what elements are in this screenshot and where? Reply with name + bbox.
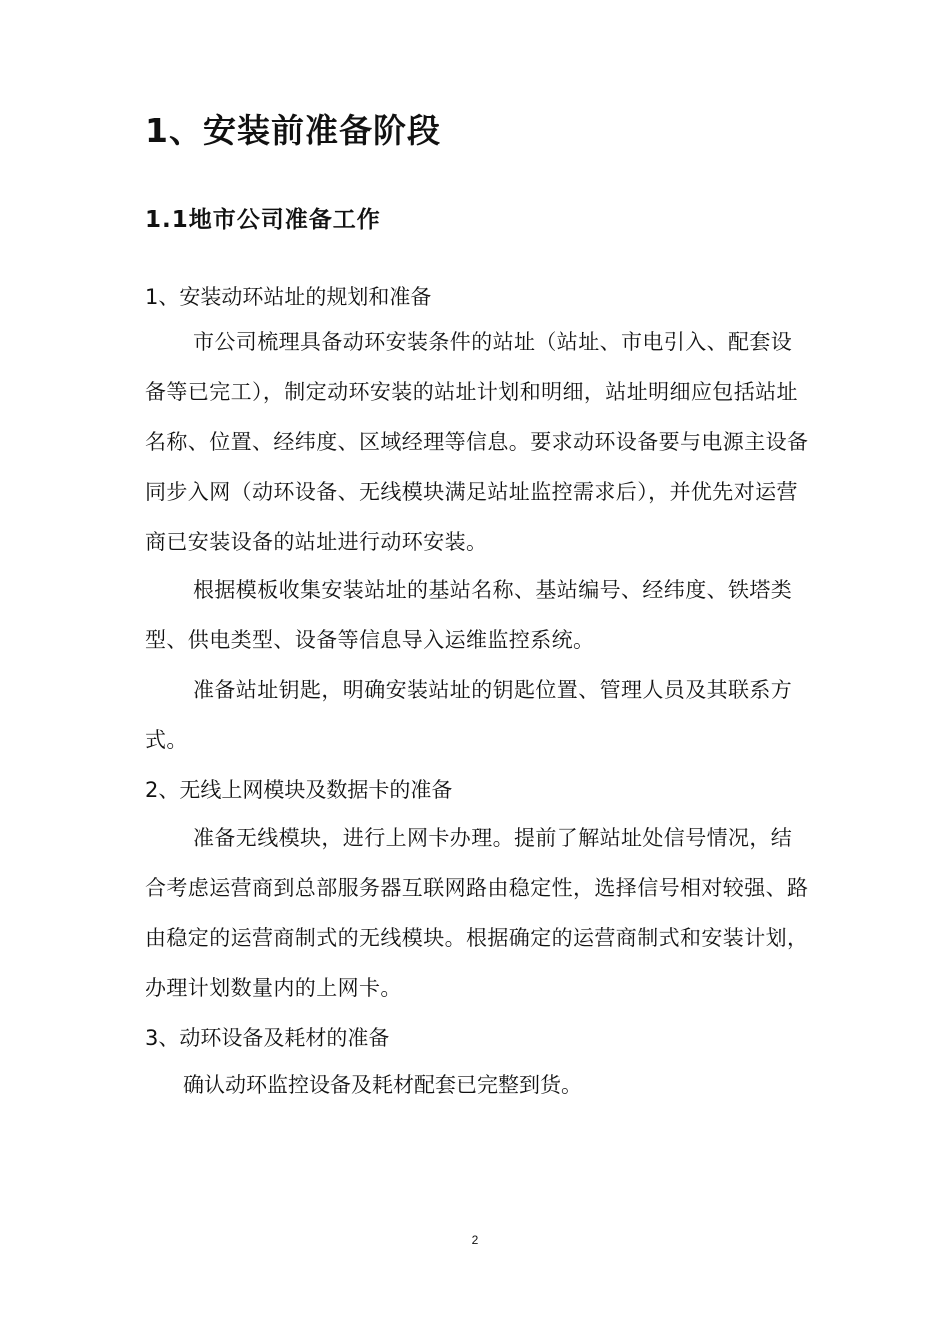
- item-1-paragraph-2: 根据模板收集安装站址的基站名称、基站编号、经纬度、铁塔类型、供电类型、设备等信息导入运维监控系统。: [145, 578, 793, 652]
- item-2-heading: 2、无线上网模块及数据卡的准备: [145, 778, 453, 802]
- section-title: 1.1地市公司准备工作: [145, 207, 381, 233]
- item-3-paragraph-1: 确认动环监控设备及耗材配套已完整到货。: [183, 1073, 582, 1097]
- item-1-paragraph-3: 准备站址钥匙，明确安装站址的钥匙位置、管理人员及其联系方式。: [145, 678, 793, 752]
- chapter-title: 1、安装前准备阶段: [145, 111, 441, 150]
- page-number: 2: [471, 1233, 479, 1247]
- item-3-heading: 3、动环设备及耗材的准备: [145, 1026, 390, 1050]
- item-2-paragraph-1: 准备无线模块，进行上网卡办理。提前了解站址处信号情况，结合考虑运营商到总部服务器互联网路由稳定性，选择信号相对较强、路由稳定的运营商制式的无线模块。根据确定的运营商制式和安装计划，办理计划数量内的上网卡。: [145, 826, 809, 1000]
- item-1-heading: 1、安装动环站址的规划和准备: [145, 285, 432, 309]
- item-1-paragraph-1: 市公司梳理具备动环安装条件的站址（站址、市电引入、配套设备等已完工），制定动环安装的站址计划和明细，站址明细应包括站址名称、位置、经纬度、区域经理等信息。要求动环设备要与电源主设备同步入网（动环设备、无线模块满足站址监控需求后），并优先对运营商已安装设备的站址进行动环安装。: [145, 330, 809, 554]
